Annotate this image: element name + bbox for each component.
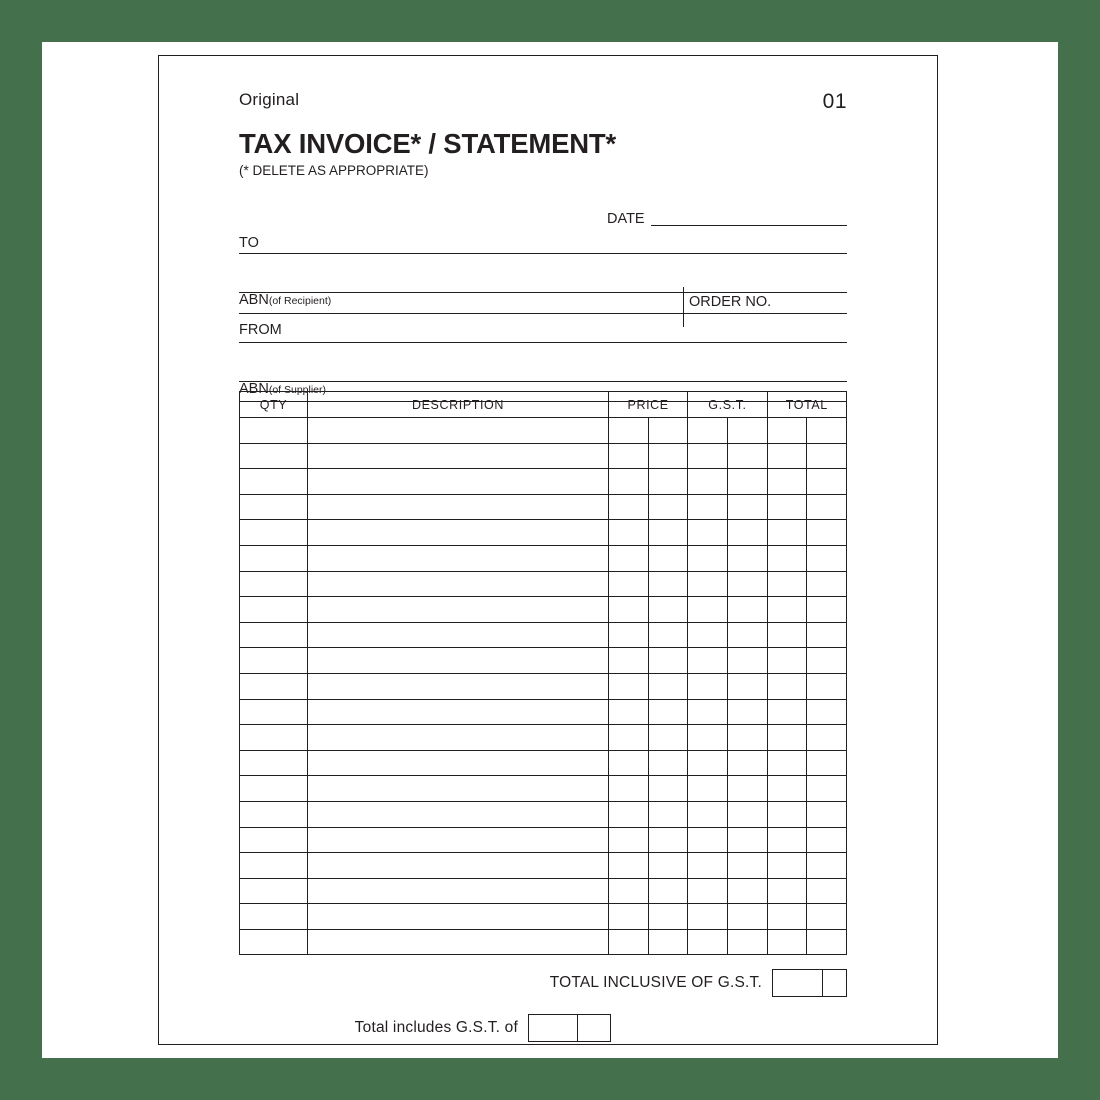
cell-gst-dollars[interactable] bbox=[688, 750, 728, 776]
cell-price-dollars[interactable] bbox=[609, 853, 649, 879]
cell-price-cents[interactable] bbox=[648, 520, 688, 546]
cell-gst-cents[interactable] bbox=[727, 725, 767, 751]
gst-amount-row bbox=[239, 1014, 847, 1042]
cell-price-cents[interactable] bbox=[648, 827, 688, 853]
cell-gst-cents[interactable] bbox=[727, 520, 767, 546]
cell-description[interactable] bbox=[308, 699, 609, 725]
cell-total-cents[interactable] bbox=[807, 494, 847, 520]
cell-total-dollars[interactable] bbox=[767, 648, 807, 674]
cell-qty[interactable] bbox=[240, 904, 308, 930]
cell-description[interactable] bbox=[308, 904, 609, 930]
page-subtitle: (* DELETE AS APPROPRIATE) bbox=[239, 163, 429, 178]
cell-qty[interactable] bbox=[240, 597, 308, 623]
cell-price-cents[interactable] bbox=[648, 904, 688, 930]
cell-total-dollars[interactable] bbox=[767, 622, 807, 648]
cell-price-cents[interactable] bbox=[648, 673, 688, 699]
invoice-form bbox=[158, 55, 938, 1045]
cell-price-dollars[interactable] bbox=[609, 597, 649, 623]
total-inclusive-row bbox=[239, 969, 847, 997]
paper-sheet bbox=[42, 42, 1058, 1058]
table-row[interactable] bbox=[240, 673, 847, 699]
cell-price-cents[interactable] bbox=[648, 750, 688, 776]
cell-total-dollars[interactable] bbox=[767, 776, 807, 802]
cell-description[interactable] bbox=[308, 418, 609, 444]
cell-gst-cents[interactable] bbox=[727, 801, 767, 827]
cell-qty[interactable] bbox=[240, 443, 308, 469]
cell-total-dollars[interactable] bbox=[767, 545, 807, 571]
cell-total-dollars[interactable] bbox=[767, 699, 807, 725]
cell-total-cents[interactable] bbox=[807, 853, 847, 879]
cell-total-dollars[interactable] bbox=[767, 418, 807, 444]
cell-qty[interactable] bbox=[240, 571, 308, 597]
cell-description[interactable] bbox=[308, 725, 609, 751]
cell-qty[interactable] bbox=[240, 673, 308, 699]
from-input-line-1[interactable] bbox=[239, 342, 847, 343]
cell-total-cents[interactable] bbox=[807, 648, 847, 674]
cell-qty[interactable] bbox=[240, 929, 308, 955]
cell-price-dollars[interactable] bbox=[609, 750, 649, 776]
abn-recipient-input-line[interactable] bbox=[239, 313, 847, 314]
cell-total-cents[interactable] bbox=[807, 827, 847, 853]
cell-qty[interactable] bbox=[240, 853, 308, 879]
abn-recipient-label bbox=[239, 292, 331, 308]
cell-total-cents[interactable] bbox=[807, 571, 847, 597]
cell-total-cents[interactable] bbox=[807, 673, 847, 699]
cell-gst-cents[interactable] bbox=[727, 904, 767, 930]
cell-total-cents[interactable] bbox=[807, 776, 847, 802]
cell-gst-cents[interactable] bbox=[727, 545, 767, 571]
cell-gst-dollars[interactable] bbox=[688, 597, 728, 623]
cell-gst-dollars[interactable] bbox=[688, 469, 728, 495]
copy-type-label: Original bbox=[239, 90, 300, 109]
table-body bbox=[240, 418, 847, 955]
table-row[interactable] bbox=[240, 878, 847, 904]
cell-price-dollars[interactable] bbox=[609, 776, 649, 802]
cell-gst-cents[interactable] bbox=[727, 699, 767, 725]
total-inclusive-dollars[interactable] bbox=[773, 970, 823, 996]
cell-gst-cents[interactable] bbox=[727, 827, 767, 853]
table-row[interactable] bbox=[240, 494, 847, 520]
total-inclusive-amount-box[interactable] bbox=[772, 969, 847, 997]
table-row[interactable] bbox=[240, 469, 847, 495]
total-inclusive-cents[interactable] bbox=[823, 970, 846, 996]
cell-gst-dollars[interactable] bbox=[688, 622, 728, 648]
cell-total-cents[interactable] bbox=[807, 622, 847, 648]
cell-description[interactable] bbox=[308, 545, 609, 571]
cell-description[interactable] bbox=[308, 443, 609, 469]
cell-price-dollars[interactable] bbox=[609, 801, 649, 827]
date-label: DATE bbox=[607, 211, 645, 227]
cell-description[interactable] bbox=[308, 673, 609, 699]
cell-total-cents[interactable] bbox=[807, 699, 847, 725]
cell-qty[interactable] bbox=[240, 418, 308, 444]
cell-qty[interactable] bbox=[240, 750, 308, 776]
sheet-number: 01 bbox=[822, 90, 847, 113]
cell-total-cents[interactable] bbox=[807, 443, 847, 469]
table-row[interactable] bbox=[240, 725, 847, 751]
cell-total-cents[interactable] bbox=[807, 878, 847, 904]
cell-gst-cents[interactable] bbox=[727, 469, 767, 495]
cell-gst-dollars[interactable] bbox=[688, 443, 728, 469]
cell-description[interactable] bbox=[308, 827, 609, 853]
cell-description[interactable] bbox=[308, 469, 609, 495]
cell-gst-cents[interactable] bbox=[727, 878, 767, 904]
table-row[interactable] bbox=[240, 545, 847, 571]
cell-gst-cents[interactable] bbox=[727, 750, 767, 776]
cell-price-dollars[interactable] bbox=[609, 443, 649, 469]
cell-qty[interactable] bbox=[240, 827, 308, 853]
abn-supplier-label bbox=[239, 381, 326, 397]
cell-gst-dollars[interactable] bbox=[688, 673, 728, 699]
column-header-gst: G.S.T. bbox=[688, 392, 767, 418]
cell-total-dollars[interactable] bbox=[767, 904, 807, 930]
cell-price-cents[interactable] bbox=[648, 929, 688, 955]
from-input-line-2[interactable] bbox=[239, 381, 847, 382]
cell-qty[interactable] bbox=[240, 699, 308, 725]
cell-gst-dollars[interactable] bbox=[688, 853, 728, 879]
cell-gst-cents[interactable] bbox=[727, 853, 767, 879]
cell-gst-dollars[interactable] bbox=[688, 545, 728, 571]
cell-price-dollars[interactable] bbox=[609, 418, 649, 444]
cell-total-dollars[interactable] bbox=[767, 673, 807, 699]
column-header-total: TOTAL bbox=[767, 392, 846, 418]
cell-gst-cents[interactable] bbox=[727, 494, 767, 520]
table-row[interactable] bbox=[240, 648, 847, 674]
cell-description[interactable] bbox=[308, 597, 609, 623]
table-row[interactable] bbox=[240, 418, 847, 444]
cell-description[interactable] bbox=[308, 750, 609, 776]
cell-gst-dollars[interactable] bbox=[688, 520, 728, 546]
to-input-line-1[interactable] bbox=[239, 253, 847, 254]
cell-gst-dollars[interactable] bbox=[688, 929, 728, 955]
cell-description[interactable] bbox=[308, 520, 609, 546]
cell-total-dollars[interactable] bbox=[767, 878, 807, 904]
cell-qty[interactable] bbox=[240, 545, 308, 571]
order-no-divider bbox=[683, 287, 684, 327]
cell-total-dollars[interactable] bbox=[767, 853, 807, 879]
cell-gst-cents[interactable] bbox=[727, 776, 767, 802]
table-row[interactable] bbox=[240, 622, 847, 648]
date-input-line[interactable] bbox=[651, 225, 847, 226]
cell-gst-cents[interactable] bbox=[727, 443, 767, 469]
cell-total-dollars[interactable] bbox=[767, 469, 807, 495]
cell-gst-dollars[interactable] bbox=[688, 571, 728, 597]
cell-gst-cents[interactable] bbox=[727, 673, 767, 699]
cell-price-cents[interactable] bbox=[648, 725, 688, 751]
cell-gst-dollars[interactable] bbox=[688, 494, 728, 520]
page-title: TAX INVOICE* / STATEMENT* bbox=[239, 128, 616, 159]
cell-qty[interactable] bbox=[240, 725, 308, 751]
cell-qty[interactable] bbox=[240, 469, 308, 495]
cell-gst-cents[interactable] bbox=[727, 418, 767, 444]
abn-recipient-sub: (of Recipient) bbox=[268, 295, 332, 307]
gst-cents[interactable] bbox=[578, 1015, 610, 1041]
cell-total-dollars[interactable] bbox=[767, 494, 807, 520]
cell-description[interactable] bbox=[308, 878, 609, 904]
to-label: TO bbox=[239, 235, 259, 251]
cell-price-dollars[interactable] bbox=[609, 827, 649, 853]
cell-description[interactable] bbox=[308, 494, 609, 520]
cell-price-dollars[interactable] bbox=[609, 469, 649, 495]
cell-total-dollars[interactable] bbox=[767, 801, 807, 827]
cell-qty[interactable] bbox=[240, 648, 308, 674]
form-content bbox=[239, 90, 847, 1042]
table-row[interactable] bbox=[240, 699, 847, 725]
cell-price-cents[interactable] bbox=[648, 571, 688, 597]
table-row[interactable] bbox=[240, 853, 847, 879]
cell-gst-cents[interactable] bbox=[727, 571, 767, 597]
cell-price-cents[interactable] bbox=[648, 776, 688, 802]
abn-recipient-main: ABN bbox=[239, 292, 269, 308]
cell-price-dollars[interactable] bbox=[609, 725, 649, 751]
cell-gst-dollars[interactable] bbox=[688, 418, 728, 444]
cell-total-cents[interactable] bbox=[807, 469, 847, 495]
cell-gst-cents[interactable] bbox=[727, 597, 767, 623]
line-items-table bbox=[239, 391, 847, 955]
abn-supplier-input-line[interactable] bbox=[239, 401, 847, 402]
cell-total-cents[interactable] bbox=[807, 545, 847, 571]
table-row[interactable] bbox=[240, 904, 847, 930]
abn-supplier-sub: (of Supplier) bbox=[268, 384, 327, 396]
table-row[interactable] bbox=[240, 776, 847, 802]
cell-gst-dollars[interactable] bbox=[688, 904, 728, 930]
cell-price-dollars[interactable] bbox=[609, 571, 649, 597]
cell-description[interactable] bbox=[308, 776, 609, 802]
cell-qty[interactable] bbox=[240, 622, 308, 648]
cell-price-cents[interactable] bbox=[648, 443, 688, 469]
cell-gst-cents[interactable] bbox=[727, 929, 767, 955]
cell-price-cents[interactable] bbox=[648, 622, 688, 648]
gst-amount-box[interactable] bbox=[528, 1014, 611, 1042]
cell-gst-dollars[interactable] bbox=[688, 827, 728, 853]
cell-total-cents[interactable] bbox=[807, 725, 847, 751]
cell-price-cents[interactable] bbox=[648, 494, 688, 520]
cell-price-dollars[interactable] bbox=[609, 494, 649, 520]
gst-amount-label: Total includes G.S.T. of bbox=[354, 1019, 518, 1037]
cell-price-dollars[interactable] bbox=[609, 929, 649, 955]
cell-price-cents[interactable] bbox=[648, 597, 688, 623]
cell-price-dollars[interactable] bbox=[609, 699, 649, 725]
cell-description[interactable] bbox=[308, 622, 609, 648]
column-header-price: PRICE bbox=[609, 392, 688, 418]
cell-price-cents[interactable] bbox=[648, 853, 688, 879]
cell-price-cents[interactable] bbox=[648, 545, 688, 571]
cell-total-dollars[interactable] bbox=[767, 929, 807, 955]
total-inclusive-label: TOTAL INCLUSIVE OF G.S.T. bbox=[549, 974, 762, 992]
cell-qty[interactable] bbox=[240, 878, 308, 904]
cell-description[interactable] bbox=[308, 853, 609, 879]
cell-total-cents[interactable] bbox=[807, 904, 847, 930]
cell-price-cents[interactable] bbox=[648, 878, 688, 904]
table-row[interactable] bbox=[240, 929, 847, 955]
cell-description[interactable] bbox=[308, 648, 609, 674]
column-header-description: DESCRIPTION bbox=[308, 392, 609, 418]
table-header-row bbox=[240, 392, 847, 418]
cell-gst-dollars[interactable] bbox=[688, 699, 728, 725]
abn-supplier-main: ABN bbox=[239, 381, 269, 397]
table-row[interactable] bbox=[240, 571, 847, 597]
cell-price-dollars[interactable] bbox=[609, 878, 649, 904]
cell-total-dollars[interactable] bbox=[767, 750, 807, 776]
table-row[interactable] bbox=[240, 827, 847, 853]
table-row[interactable] bbox=[240, 443, 847, 469]
cell-price-cents[interactable] bbox=[648, 648, 688, 674]
cell-total-cents[interactable] bbox=[807, 801, 847, 827]
cell-description[interactable] bbox=[308, 929, 609, 955]
cell-total-dollars[interactable] bbox=[767, 571, 807, 597]
cell-price-dollars[interactable] bbox=[609, 904, 649, 930]
cell-gst-dollars[interactable] bbox=[688, 801, 728, 827]
cell-price-dollars[interactable] bbox=[609, 648, 649, 674]
cell-gst-cents[interactable] bbox=[727, 622, 767, 648]
cell-price-cents[interactable] bbox=[648, 418, 688, 444]
cell-gst-dollars[interactable] bbox=[688, 725, 728, 751]
cell-total-cents[interactable] bbox=[807, 750, 847, 776]
table-row[interactable] bbox=[240, 597, 847, 623]
cell-total-cents[interactable] bbox=[807, 520, 847, 546]
cell-price-dollars[interactable] bbox=[609, 520, 649, 546]
gst-dollars[interactable] bbox=[529, 1015, 578, 1041]
cell-total-dollars[interactable] bbox=[767, 520, 807, 546]
column-header-qty: QTY bbox=[240, 392, 308, 418]
cell-total-dollars[interactable] bbox=[767, 443, 807, 469]
table-row[interactable] bbox=[240, 750, 847, 776]
cell-total-cents[interactable] bbox=[807, 597, 847, 623]
from-label: FROM bbox=[239, 322, 282, 338]
table-row[interactable] bbox=[240, 801, 847, 827]
cell-total-dollars[interactable] bbox=[767, 597, 807, 623]
cell-qty[interactable] bbox=[240, 776, 308, 802]
cell-qty[interactable] bbox=[240, 520, 308, 546]
cell-total-cents[interactable] bbox=[807, 929, 847, 955]
cell-price-cents[interactable] bbox=[648, 801, 688, 827]
cell-total-dollars[interactable] bbox=[767, 725, 807, 751]
cell-price-dollars[interactable] bbox=[609, 673, 649, 699]
cell-description[interactable] bbox=[308, 801, 609, 827]
cell-total-cents[interactable] bbox=[807, 418, 847, 444]
cell-price-dollars[interactable] bbox=[609, 622, 649, 648]
cell-price-cents[interactable] bbox=[648, 469, 688, 495]
cell-gst-dollars[interactable] bbox=[688, 648, 728, 674]
cell-description[interactable] bbox=[308, 571, 609, 597]
cell-qty[interactable] bbox=[240, 494, 308, 520]
order-no-label: ORDER NO. bbox=[689, 294, 772, 310]
cell-total-dollars[interactable] bbox=[767, 827, 807, 853]
cell-price-cents[interactable] bbox=[648, 699, 688, 725]
cell-gst-dollars[interactable] bbox=[688, 776, 728, 802]
cell-qty[interactable] bbox=[240, 801, 308, 827]
form-header bbox=[239, 90, 847, 114]
address-meta-block bbox=[239, 191, 847, 397]
table-row[interactable] bbox=[240, 520, 847, 546]
cell-price-dollars[interactable] bbox=[609, 545, 649, 571]
cell-gst-cents[interactable] bbox=[727, 648, 767, 674]
cell-gst-dollars[interactable] bbox=[688, 878, 728, 904]
